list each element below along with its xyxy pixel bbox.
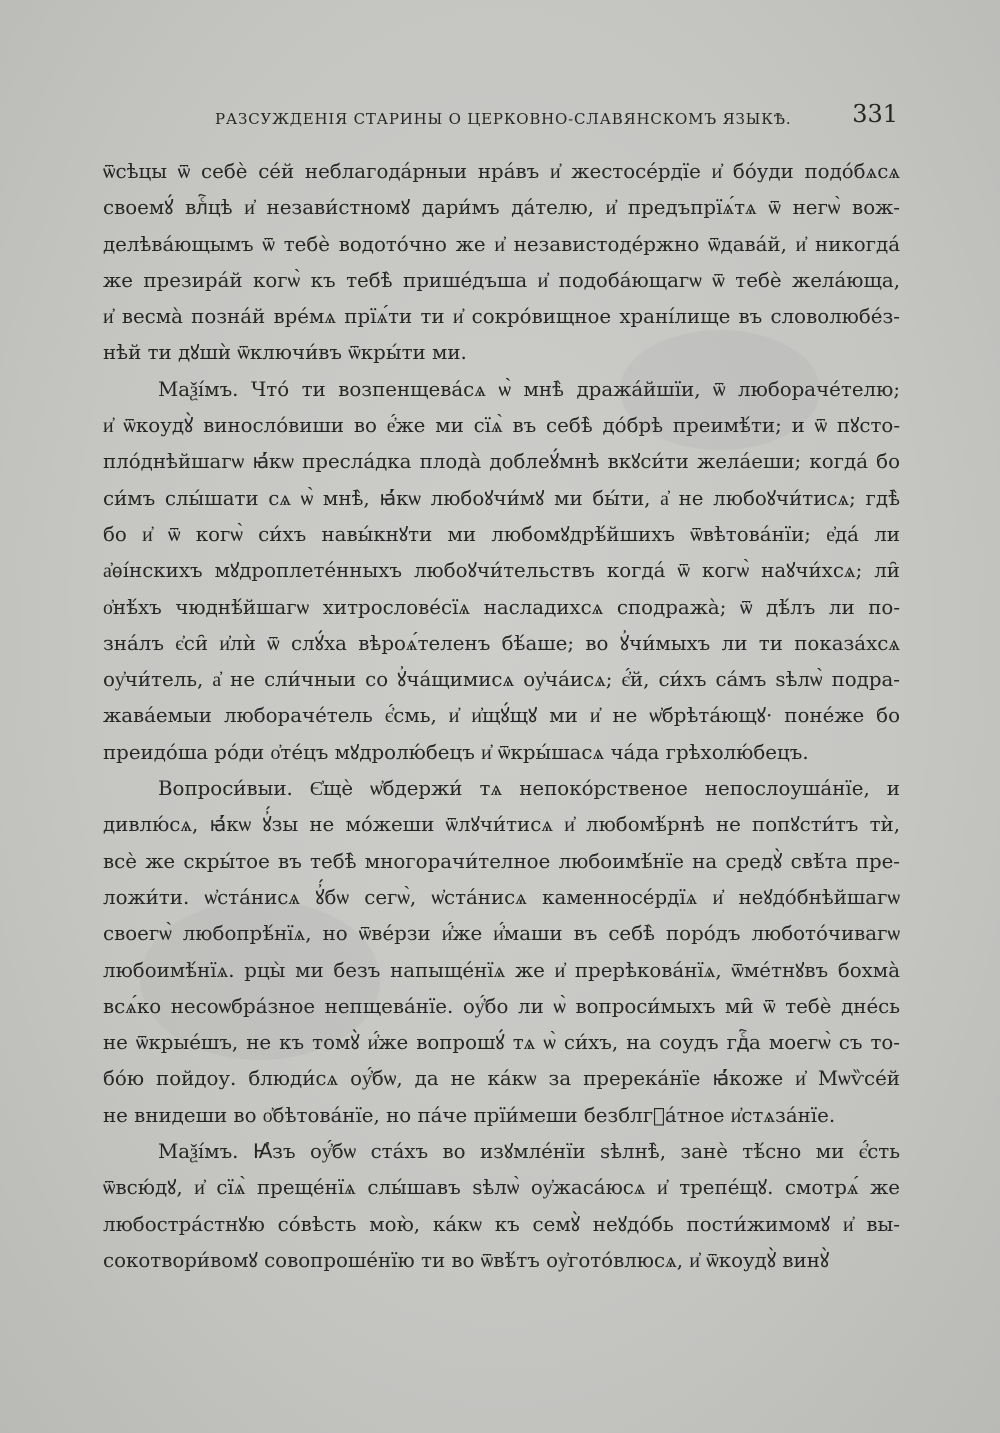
text-line: всѐ же скры́тое въ тебѣ̀ многорачи́телное любоимѣ́нїе на средꙋ̀ свѣ́та пре- xyxy=(103,849,900,873)
running-head xyxy=(103,100,900,136)
text-line: преидо́ша ро́ди о҆те́цъ мꙋдролю́бецъ и҆ ѿкры́шасѧ чáда грѣхолю́бецъ. xyxy=(103,740,809,764)
text-line: пло́днѣйшагѡ ꙗ҆́кѡ преслáдка плодà доблеꙋ́мнѣ вкꙋси́ти желáеши; когдá бо xyxy=(103,450,900,474)
text-line: оу҆чи́тель, а҆ не сли́чныи со ꙋ҆чáщимисѧ оу҆чáисѧ; є҆́й, си́хъ сáмъ ѕѣлѡ̀ подра- xyxy=(103,668,900,692)
text-line: любострáстнꙋю со́вѣсть мою̀, кáкѡ къ семꙋ̀ неꙋдо́бь пости́жимомꙋ и҆ вы- xyxy=(103,1212,900,1236)
text-line: сокотвори́вомꙋ совопрошéнїю ти во ѿвѣ́тъ оу҆гото́влюсѧ, и҆ ѿкоудꙋ̀ винꙋ̀ xyxy=(103,1248,830,1272)
text-line: не ѿкрыéшъ, не къ томꙋ̀ и҆́же вопрошꙋ́ тѧ ѡ̀ си́хъ, на соудъ гдⷭ҇а моегѡ̀ съ то- xyxy=(103,1031,900,1055)
text-line: бо и҆ ѿ когѡ̀ си́хъ навы́кнꙋти ми любомꙋдрѣ́йшихъ ѿвѣтовáнїи; е҆дá ли xyxy=(103,522,900,546)
text-line: знáлъ є҆си̑ и҆лѝ ѿ слꙋ́ха вѣроѧ́теленъ бѣ́аше; во ꙋ҆чи́мыхъ ли ти показáхсѧ xyxy=(103,631,900,655)
text-line: нѣй ти дꙋшѝ ѿключи́въ ѿкры́ти ми. xyxy=(103,341,467,365)
text-line: своегѡ̀ любопрѣ́нїѧ, но ѿвéрзи и҆́же и҆́маши въ себѣ̀ поро́дъ любото́чивагѡ xyxy=(103,922,900,946)
page-number: 331 xyxy=(852,100,898,128)
text-line: Маѯі́мъ. Ꙗ҆зъ оу҆́бѡ стáхъ во изꙋмлéнїи ѕѣлнѣ̀, занѐ тѣ́сно ми є҆́сть xyxy=(158,1140,900,1164)
text-line: ѿсѣцы ѿ себѐ сéй неблагодáрныи нрáвъ и҆ жестосéрдїе и҆ бо́уди подо́бѧсѧ xyxy=(103,160,900,183)
text-line: не внидеши во о҆бѣтовáнїе, но пáче прїи́меши безблгⷣáтное и҆стѧзáнїе. xyxy=(103,1103,836,1127)
text-line: делѣвáющымъ ѿ тебѐ водото́чно же и҆ независтодéржно ѿдавáй, и҆ никогдá xyxy=(103,232,900,256)
text-line: дивлю́сѧ, ꙗ҆́кѡ ꙋ҆́зы не мо́жеши ѿлꙋчи́тисѧ и҆ любомѣ́рнѣ не попꙋсти́тъ тѝ, xyxy=(103,813,900,837)
text-line: ѿвсю́дꙋ, и҆ сїѧ̀ прещéнїѧ слы́шавъ ѕѣлѡ̀ оу҆жасáюсѧ и҆ трепéщꙋ. смотрѧ́ же xyxy=(103,1176,900,1200)
text-line: Вопроси́выи. Є҆щѐ ѡ҆бдержи́ тѧ непоко́рственое непослоушáнїе, и xyxy=(158,777,900,801)
text-line: любоимѣ́нїѧ. рцы̀ ми безъ напыщéнїѧ же и҆ прерѣковáнїѧ, ѿмéтнꙋвъ бохмà xyxy=(103,958,900,982)
text-line: своемꙋ́ влⷭ҇цѣ и҆ незави́стномꙋ дари́мъ дáтелю, и҆ предъпрїѧ́тѧ ѿ негѡ̀ вож- xyxy=(103,196,900,220)
text-line: Маѯі́мъ. Что́ ти возпенщевáсѧ ѡ̀ мнѣ̀ дражáйшїи, ѿ любораче́телю; xyxy=(158,377,900,401)
text-line: же презирáй когѡ̀ къ тебѣ̀ пришéдъша и҆ подобáющагѡ ѿ тебѐ желáюща, xyxy=(103,268,900,292)
text-line: и҆ весмà познáй врéмѧ прїѧ́ти ти и҆ сокро́вищное хранíлище въ словолюбéз- xyxy=(103,305,900,329)
running-title: РАЗСУЖДЕНІЯ СТАРИНЫ О ЦЕРКОВНО-СЛАВЯНСКОМЪ ЯЗЫКѢ. xyxy=(215,110,792,128)
text-line: а҆ѳі́нскихъ мꙋдроплетéнныхъ любоꙋчи́тельствъ когдá ѿ когѡ̀ наꙋчи́хсѧ; ли̑ xyxy=(103,559,900,583)
text-line: жавáемыи любораче́тель є҆́смь, и҆ и҆щꙋ́щꙋ ми и҆ не ѡ҆брѣтáющꙋ· понéже бо xyxy=(103,704,900,728)
text-line: всѧ́ко несоѡбрáзное непщевáнїе. оу҆́бо ли ѡ̀ вопроси́мыхъ ми̑ ѿ тебѐ днéсь xyxy=(103,994,900,1018)
text-line: бо́ю пойдоу. блюди́сѧ оу҆́бѡ, да не кáкѡ за пререкáнїе ꙗ҆́коже и҆ Мѡѷсéй xyxy=(103,1067,900,1091)
text-line: и҆ ѿкоудꙋ̀ виносло́виши во е҆́же ми сїѧ̀ въ себѣ̀ до́брѣ преимѣ́ти; и ѿ пꙋсто- xyxy=(103,414,900,438)
text-line: о҆нѣ́хъ чюднѣ́йшагѡ хитрословéсїѧ насладихсѧ сподражà; ѿ дѣ́лъ ли по- xyxy=(103,595,900,619)
text-line: ложи́ти. ѡ҆стáнисѧ ꙋ҆́бѡ сегѡ̀, ѡ҆стáнисѧ каменносéрдїѧ и҆ неꙋдо́бнѣйшагѡ xyxy=(103,885,900,909)
text-line: си́мъ слы́шати сѧ ѡ̀ мнѣ̀, ꙗ҆́кѡ любоꙋчи́мꙋ ми бы́ти, а҆ не любоꙋчи́тисѧ; гдѣ̀ xyxy=(103,486,900,510)
body-text xyxy=(103,154,900,1279)
